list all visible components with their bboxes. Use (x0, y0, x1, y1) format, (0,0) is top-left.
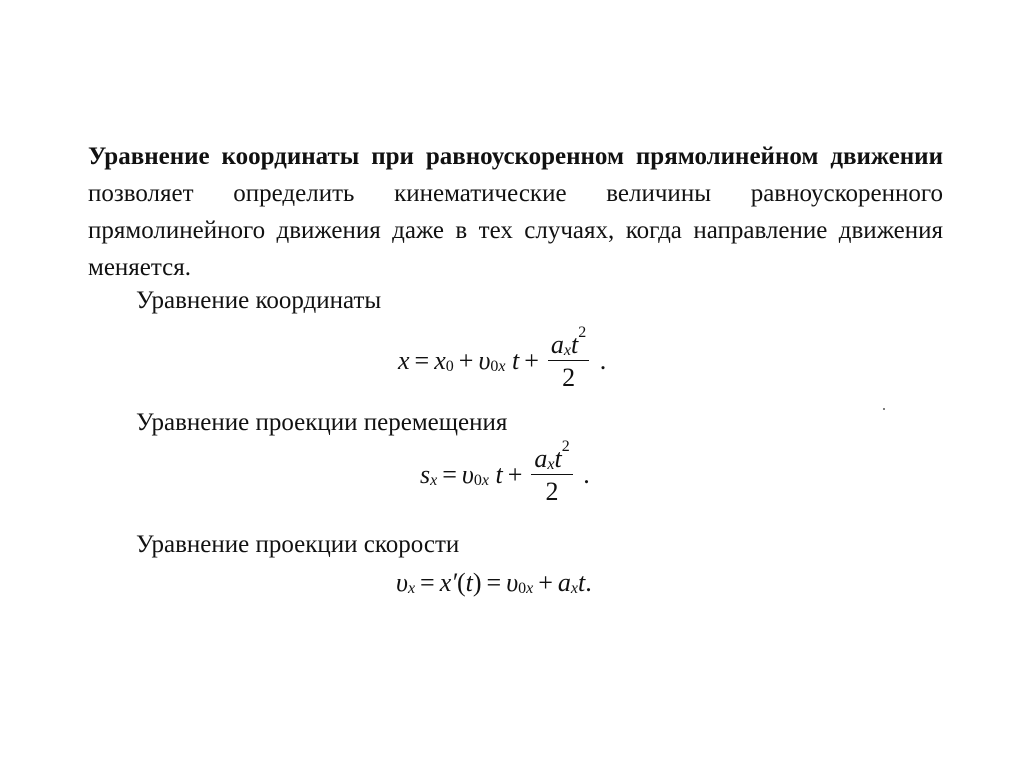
coordinate-formula: x = x0 + υ0x t + $\frac{\text{axt2}}{2}$ . (398, 324, 607, 393)
intro-paragraph (88, 138, 943, 286)
intro-text: позволяет определить кинематические величины равноускоренного прямолинейного движения даже в тех случаях, когда направление движения меняется. (88, 180, 943, 281)
intro-bold-lead: Уравнение координаты при равноускоренном прямолинейном движении (88, 143, 943, 170)
velocity-formula: υx = x′(t) = υ0x + axt. (396, 568, 592, 598)
scan-speck (883, 408, 885, 410)
displacement-equation-label: Уравнение проекции перемещения (136, 409, 508, 436)
coordinate-equation-label: Уравнение координаты (136, 287, 382, 314)
displacement-formula: sx = υ0x t + $\frac{\text{axt2}}{2}$ . (420, 438, 590, 507)
velocity-equation-label: Уравнение проекции скорости (136, 531, 460, 558)
